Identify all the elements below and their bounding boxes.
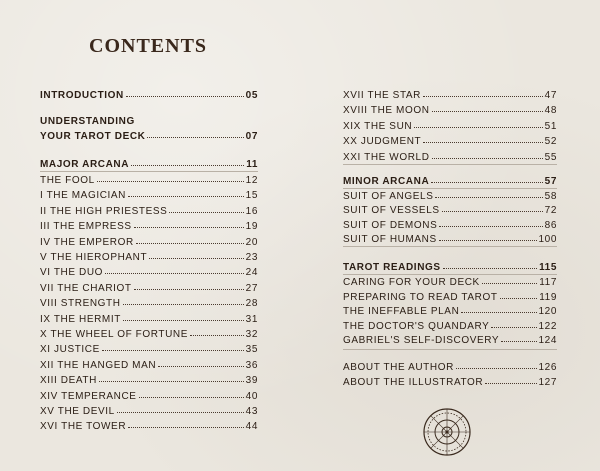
page-number: 57 [544,176,557,187]
page-number: 07 [245,131,258,142]
page-number: 32 [245,329,258,340]
page-number: 51 [544,120,557,132]
toc-entry-major-cont-4[interactable]: XXI THE WORLD 55 [343,150,557,164]
page-title: CONTENTS [89,35,208,57]
page-number: 100 [538,233,557,245]
toc-entry-major-3[interactable]: III THE EMPRESS 19 [40,219,258,233]
toc-entry-major-15[interactable]: XV THE DEVIL 43 [40,404,258,418]
divider [343,246,557,247]
toc-entry-major-16[interactable]: XVI THE TOWER 44 [40,419,258,433]
toc-entry-minor-2[interactable]: SUIT OF DEMONS 86 [343,218,557,232]
page-number: 16 [245,205,258,217]
page-number: 127 [538,376,557,388]
toc-entry-major-10[interactable]: X THE WHEEL OF FORTUNE 32 [40,327,258,341]
toc-entry-major-8[interactable]: VIII STRENGTH 28 [40,296,258,310]
toc-entry-minor-arcana[interactable]: MINOR ARCANA 57 [343,174,557,188]
page-number: 44 [245,421,258,433]
page-number: 36 [245,359,258,371]
page-number: 72 [544,205,557,217]
page-number: 39 [245,375,258,387]
page-number: 27 [245,282,258,294]
toc-entry-major-4[interactable]: IV THE EMPEROR 20 [40,235,258,249]
page-number: 11 [246,159,258,170]
page-number: 48 [544,105,557,117]
toc-entry-major-7[interactable]: VII THE CHARIOT 27 [40,281,258,295]
toc-entry-major-cont-2[interactable]: XIX THE SUN 51 [343,119,557,133]
page-number: 35 [245,344,258,356]
page-number: 19 [245,221,258,233]
divider [343,349,557,350]
toc-entry-tarot-readings[interactable]: TAROT READINGS 115 [343,260,557,274]
page-number: 24 [245,267,258,279]
toc-entry-reading-4[interactable]: GABRIEL'S SELF-DISCOVERY 124 [343,333,557,347]
toc-entry-minor-1[interactable]: SUIT OF VESSELS 72 [343,203,557,217]
toc-entry-major-2[interactable]: II THE HIGH PRIESTESS 16 [40,204,258,218]
page-number: 86 [544,219,557,231]
page-number: 12 [245,175,258,186]
toc-entry-major-11[interactable]: XI JUSTICE 35 [40,342,258,356]
page-number: 23 [245,252,258,263]
page-number: 124 [538,335,557,347]
page-number: 31 [245,313,258,325]
page-number: 52 [544,136,557,148]
page-number: 117 [539,277,557,288]
toc-entry-major-14[interactable]: XIV TEMPERANCE 40 [40,389,258,403]
toc-entry-major-1[interactable]: I THE MAGICIAN 15 [40,188,258,202]
page-number: 47 [544,90,557,101]
toc-entry-major-cont-0[interactable]: XVII THE STAR 47 [343,88,557,102]
page-number: 15 [245,190,258,202]
toc-entry-major-5[interactable]: V THE HIEROPHANT 23 [40,250,258,264]
page-number: 55 [544,151,557,163]
toc-entry-major-9[interactable]: IX THE HERMIT 31 [40,312,258,326]
page-number: 40 [245,390,258,402]
page-number: 20 [245,236,258,248]
page-number: 05 [245,90,258,101]
toc-entry-major-cont-1[interactable]: XVIII THE MOON 48 [343,103,557,117]
toc-entry-major-0[interactable]: THE FOOL 12 [40,173,258,187]
toc-entry-about-1[interactable]: ABOUT THE ILLUSTRATOR 127 [343,375,557,389]
toc-entry-introduction[interactable]: INTRODUCTION 05 [40,88,258,102]
toc-entry-understanding[interactable]: YOUR TAROT DECK 07 [40,129,258,143]
page-number: 58 [544,191,557,202]
toc-entry-reading-3[interactable]: THE DOCTOR'S QUANDARY 122 [343,319,557,333]
toc-entry-reading-1[interactable]: PREPARING TO READ TAROT 119 [343,290,557,304]
toc-entry-major-arcana[interactable]: MAJOR ARCANA 11 [40,157,258,171]
toc-entry-understanding-line1: UNDERSTANDING [40,116,135,127]
page-number: 122 [538,320,557,332]
toc-entry-minor-3[interactable]: SUIT OF HUMANS 100 [343,232,557,246]
toc-entry-reading-2[interactable]: THE INEFFABLE PLAN 120 [343,304,557,318]
page-number: 119 [539,291,557,303]
toc-entry-major-6[interactable]: VI THE DUO 24 [40,265,258,279]
page-number: 28 [245,298,258,310]
toc-entry-major-cont-3[interactable]: XX JUDGMENT 52 [343,134,557,148]
toc-entry-minor-0[interactable]: SUIT OF ANGELS 58 [343,189,557,203]
circular-sigil-icon [422,407,472,457]
toc-entry-major-12[interactable]: XII THE HANGED MAN 36 [40,358,258,372]
page-number: 126 [538,362,557,373]
toc-entry-about-0[interactable]: ABOUT THE AUTHOR 126 [343,360,557,374]
divider [343,164,557,165]
toc-entry-reading-0[interactable]: CARING FOR YOUR DECK 117 [343,275,557,289]
page-number: 43 [245,406,258,417]
page-number: 115 [539,262,557,273]
toc-entry-major-13[interactable]: XIII DEATH 39 [40,373,258,387]
page-number: 120 [538,306,557,318]
